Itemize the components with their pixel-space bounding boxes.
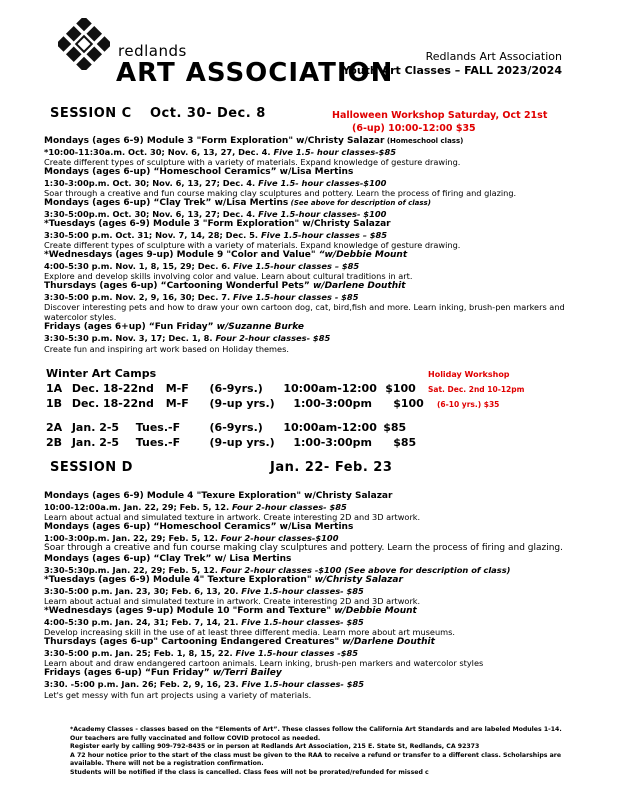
camp-days: M-F bbox=[165, 397, 189, 410]
class-detail: Five 1.5-hour classes- $85 bbox=[238, 617, 364, 628]
class-entry bbox=[44, 198, 584, 219]
class-entry bbox=[44, 554, 584, 575]
camp-price: $85 bbox=[383, 421, 407, 434]
camp-days: Tues.-F bbox=[135, 436, 181, 449]
class-note: “w/Debbie Mount bbox=[318, 250, 408, 261]
camp-days: Tues.-F bbox=[135, 421, 181, 434]
class-entry bbox=[44, 522, 584, 554]
class-entry bbox=[44, 637, 584, 668]
camp-code: 2A bbox=[46, 421, 63, 434]
logo-text-big: ART ASSOCIATION bbox=[116, 58, 394, 88]
footer-line: *Academy Classes - classes based on the “Elements of Art”. These classes follow the California Art Standards and are labeled Modules 1-14. bbox=[70, 726, 562, 733]
class-note: w/Debbie Mount bbox=[334, 606, 417, 617]
class-detail: Five 1.5-hour classes- $85 bbox=[238, 586, 364, 597]
camp-ages: (6-9yrs.) bbox=[209, 382, 263, 395]
class-schedule: 3:30-5:00p.m. Oct. 30; Nov. 6, 13, 27; Dec. 4. bbox=[44, 209, 256, 220]
session-c-label: SESSION C bbox=[50, 106, 132, 121]
camp-row bbox=[46, 421, 406, 434]
class-description: Create fun and inspiring art work based on Holiday themes. bbox=[44, 343, 289, 354]
class-title: *Tuesdays (ages 6-9) Module 3 "Form Exploration" w/Christy Salazar bbox=[44, 219, 391, 230]
class-schedule: *10:00-11:30a.m. Oct. 30; Nov. 6, 13, 27, Dec. 4. bbox=[44, 146, 271, 157]
class-schedule: 3:30-5:00 p.m. Jan. 23, 30; Feb. 6, 13, 20. bbox=[44, 586, 239, 597]
class-description: Create different types of sculpture with a variety of materials. Expand knowledge of gesture drawing. bbox=[44, 157, 461, 168]
camp-time: 10:00am-12:00 bbox=[283, 421, 377, 434]
class-schedule: 3:30. -5:00 p.m. Jan. 26; Feb. 2, 9, 16, 23. bbox=[44, 679, 239, 690]
halloween-workshop-title: Halloween Workshop Saturday, Oct 21st bbox=[332, 110, 548, 121]
class-entry bbox=[44, 668, 584, 699]
session-d-label: SESSION D bbox=[50, 460, 133, 475]
camp-ages: (6-9yrs.) bbox=[209, 421, 263, 434]
camp-days: M-F bbox=[165, 382, 189, 395]
class-note: w/Christy Salazar bbox=[314, 575, 403, 586]
camp-price: $100 bbox=[393, 397, 424, 410]
camp-dates: Dec. 18-22nd bbox=[71, 397, 154, 410]
class-detail: Five 1.5-hour classes- $100 bbox=[255, 209, 387, 220]
camp-time: 1:00-3:00pm bbox=[293, 397, 372, 410]
class-description: Soar through a creative and fun course making clay sculptures and pottery. Learn the process of firing and glazing. bbox=[44, 543, 563, 554]
class-detail: Four 2-hour classes- $85 bbox=[212, 333, 331, 344]
camp-dates: Jan. 2-5 bbox=[71, 436, 120, 449]
class-note: (Homeschool class) bbox=[384, 137, 464, 145]
footer-line: A 72 hour notice prior to the start of the class must be given to the RAA to receive a refund or transfer to a different class. Scholarships are bbox=[70, 751, 562, 759]
class-detail: Five 1.5- hour classes-$85 bbox=[270, 146, 396, 157]
class-schedule: 3:30-5:30 p.m. Nov. 3, 17; Dec. 1, 8. bbox=[44, 333, 213, 344]
class-title: Mondays (ages 6-up) “Homeschool Ceramics” w/Lisa Mertins bbox=[44, 167, 354, 178]
class-title: *Wednesdays (ages 9-up) Module 9 "Color and Value" bbox=[44, 250, 319, 261]
holiday-workshop-price: (6-10 yrs.) $35 bbox=[437, 400, 500, 409]
class-detail: Five 1.5-hour classes – $85 bbox=[230, 261, 360, 272]
camp-dates: Jan. 2-5 bbox=[71, 421, 120, 434]
class-entry bbox=[44, 281, 584, 322]
session-d-dates: Jan. 22- Feb. 23 bbox=[270, 460, 393, 475]
class-schedule: 3:30-5:00 p.m. Nov. 2, 9, 16, 30; Dec. 7. bbox=[44, 292, 231, 303]
class-note: w/Terri Bailey bbox=[212, 668, 282, 679]
class-title: *Tuesdays (ages 6-9) Module 4" Texture Exploration" bbox=[44, 575, 315, 586]
class-schedule: 1:00-3:00p.m. Jan. 22, 29; Feb. 5, 12. bbox=[44, 533, 218, 544]
class-title: Mondays (ages 6-up) “Clay Trek” w/Lisa Mertins bbox=[44, 198, 289, 209]
camp-price: $85 bbox=[393, 436, 417, 449]
holiday-workshop-date: Sat. Dec. 2nd 10-12pm bbox=[428, 385, 525, 394]
class-title: *Wednesdays (ages 9-up) Module 10 "Form and Texture" bbox=[44, 606, 335, 617]
camp-ages: (9-up yrs.) bbox=[209, 397, 275, 410]
holiday-workshop-title: Holiday Workshop bbox=[428, 370, 510, 379]
class-detail: Four 2-hour classes- $85 bbox=[229, 501, 347, 512]
class-schedule: 4:00-5:30 p.m. Nov. 1, 8, 15, 29; Dec. 6. bbox=[44, 261, 231, 272]
logo-text-small: redlands bbox=[118, 42, 187, 60]
class-description: Let's get messy with fun art projects using a variety of materials. bbox=[44, 689, 312, 700]
class-description: Learn about and draw endangered cartoon animals. Learn inking, brush-pen markers and watercolor styles bbox=[44, 658, 484, 669]
class-entry bbox=[44, 219, 584, 250]
class-title: Mondays (ages 6-up) “Homeschool Ceramics” w/Lisa Mertins bbox=[44, 522, 354, 533]
class-entry bbox=[44, 322, 584, 353]
class-entry bbox=[44, 167, 584, 198]
camp-code: 1A bbox=[46, 382, 63, 395]
class-detail: Four 2-hour classes -$100 (See above for description of class) bbox=[217, 565, 511, 576]
class-detail: Four 2-hour classes-$100 bbox=[217, 533, 339, 544]
class-entry bbox=[44, 606, 584, 637]
class-description: Explore and develop skills involving color and value. Learn about cultural traditions in art. bbox=[44, 271, 413, 282]
document-subtitle: Youth Art Classes – FALL 2023/2024 bbox=[342, 64, 562, 77]
class-description: Create different types of sculpture with a variety of materials. Expand knowledge of gesture drawing. bbox=[44, 240, 461, 251]
halloween-workshop-details: (6-up) 10:00-12:00 $35 bbox=[352, 123, 476, 134]
class-note: w/Darlene Douthit bbox=[312, 281, 406, 292]
footer-line: Our teachers are fully vaccinated and follow COVID protocol as needed. bbox=[70, 734, 321, 742]
logo-diamond-icon bbox=[58, 18, 110, 70]
winter-camps-title: Winter Art Camps bbox=[46, 367, 157, 380]
footer-notes bbox=[70, 726, 590, 777]
camp-code: 1B bbox=[46, 397, 63, 410]
class-description: Develop increasing skill in the use of at least three different media. Learn more about art museums. bbox=[44, 627, 455, 638]
footer-line: available. There will not be a registration confirmation. bbox=[70, 760, 264, 768]
camp-ages: (9-up yrs.) bbox=[209, 436, 275, 449]
class-schedule: 3:30-5:00 p.m. Jan. 25; Feb. 1, 8, 15, 22. bbox=[44, 648, 233, 659]
class-title: Fridays (ages 6-up) “Fun Friday” bbox=[44, 668, 213, 679]
class-note: w/Darlene Douthit bbox=[342, 637, 435, 648]
class-schedule: 10:00-12:00a.m. Jan. 22, 29; Feb. 5, 12. bbox=[44, 501, 230, 512]
class-entry bbox=[44, 491, 584, 522]
footer-line: Register early by calling 909-792-8435 or in person at Redlands Art Association, 215 E. State St, Redlands, CA 92373 bbox=[70, 743, 480, 751]
org-name: Redlands Art Association bbox=[425, 50, 562, 63]
camp-row bbox=[46, 382, 416, 395]
session-c-class-list bbox=[44, 136, 584, 354]
class-note: w/Suzanne Burke bbox=[216, 322, 304, 333]
class-title: Thursdays (ages 6-up" Cartooning Endangered Creatures" bbox=[44, 637, 343, 648]
class-detail: Five 1.5-hour classes - $85 bbox=[230, 292, 359, 303]
camp-code: 2B bbox=[46, 436, 63, 449]
class-title: Mondays (ages 6-9) Module 3 "Form Exploration" w/Christy Salazar bbox=[44, 136, 385, 146]
class-description: Learn about actual and simulated texture in artwork. Create interesting 2D and 3D artwork. bbox=[44, 512, 421, 523]
camp-time: 1:00-3:00pm bbox=[293, 436, 372, 449]
session-d-class-list bbox=[44, 491, 584, 700]
class-detail: Five 1.5-hour classes- $85 bbox=[238, 679, 365, 690]
class-detail: Five 1.5- hour classes-$100 bbox=[255, 178, 387, 189]
class-schedule: 3:30-5:30p.m. Jan. 22, 29; Feb. 5, 12. bbox=[44, 565, 218, 576]
class-detail: Five 1.5-hour classes – $85 bbox=[258, 230, 388, 241]
class-title: Fridays (ages 6+up) “Fun Friday” bbox=[44, 322, 217, 333]
class-entry bbox=[44, 136, 584, 167]
class-schedule: 3:30-5:00 p.m. Oct. 31; Nov. 7, 14, 28; Dec. 5. bbox=[44, 230, 259, 241]
class-detail: Five 1.5-hour classes -$85 bbox=[232, 648, 359, 659]
class-entry bbox=[44, 575, 584, 606]
camp-row bbox=[46, 436, 416, 449]
session-c-dates: Oct. 30- Dec. 8 bbox=[150, 106, 266, 121]
footer-line: Students will be notified if the class is cancelled. Class fees will not be prorated/refunded for missed c bbox=[70, 768, 429, 776]
class-title: Thursdays (ages 6-up) “Cartooning Wonderful Pets” bbox=[44, 281, 313, 292]
class-title: Mondays (ages 6-9) Module 4 "Texure Exploration" w/Christy Salazar bbox=[44, 491, 393, 501]
class-description: Learn about actual and simulated texture in artwork. Create interesting 2D and 3D artwork. bbox=[44, 596, 421, 607]
class-schedule: 1:30-3:00p.m. Oct. 30; Nov. 6, 13, 27; Dec. 4. bbox=[44, 178, 256, 189]
class-schedule: 4:00-5:30 p.m. Jan. 24, 31; Feb. 7, 14, 21. bbox=[44, 617, 239, 628]
camp-price: $100 bbox=[385, 382, 416, 395]
class-note: (See above for description of class) bbox=[288, 199, 431, 208]
class-description: Discover interesting pets and how to draw your own cartoon dog, cat, bird,fish and more. Learn inking, brush-pen markers and watercolor styles. bbox=[44, 302, 565, 323]
class-entry bbox=[44, 250, 584, 281]
class-title: Mondays (ages 6-up) “Clay Trek” w/ Lisa Mertins bbox=[44, 554, 292, 565]
camp-time: 10:00am-12:00 bbox=[283, 382, 377, 395]
camp-dates: Dec. 18-22nd bbox=[71, 382, 154, 395]
camp-row bbox=[46, 397, 424, 410]
class-description: Soar through a creative and fun course making clay sculptures and pottery. Learn the process of firing and glazing. bbox=[44, 188, 517, 199]
